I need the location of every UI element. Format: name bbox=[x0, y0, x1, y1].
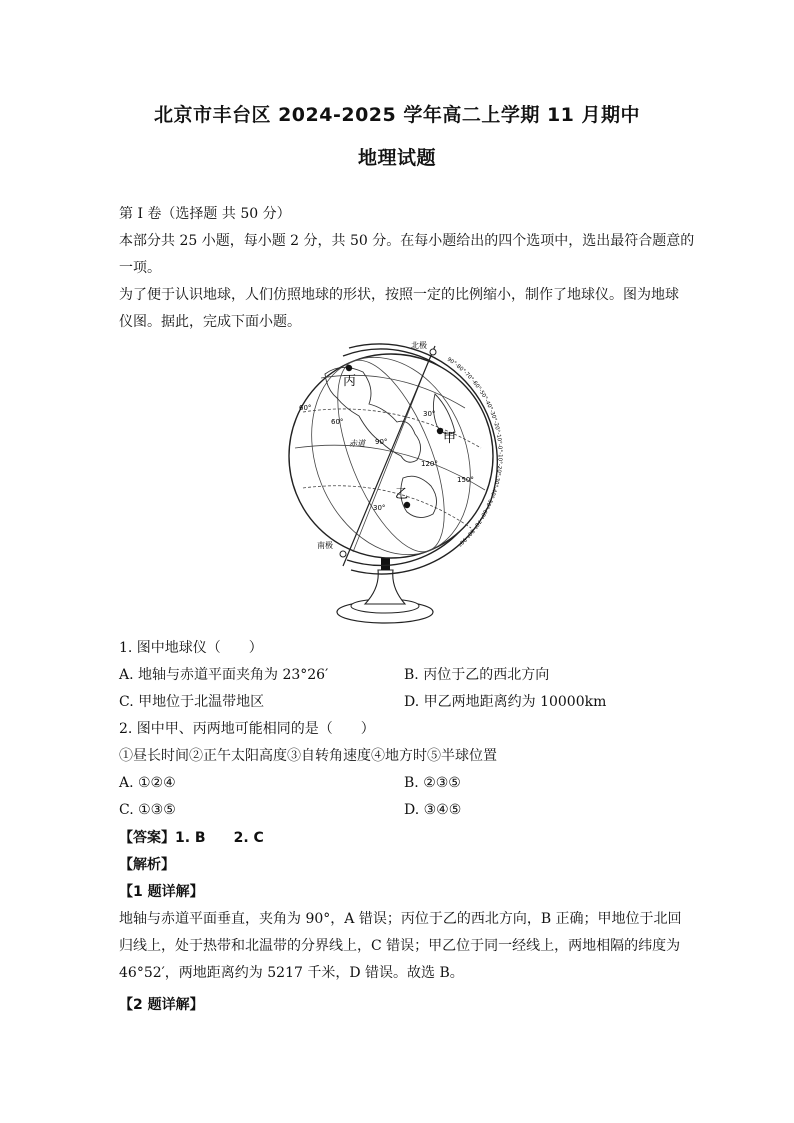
page-subtitle: 地理试题 bbox=[357, 147, 436, 169]
detail-1-line: 46°52′，两地距离约为 5217 千米，D 错误。故选 B。 bbox=[119, 965, 464, 981]
south-pole-label: 南极 bbox=[317, 541, 333, 550]
intro-line: 仪图。据此，完成下面小题。 bbox=[119, 314, 301, 330]
detail-1-heading: 【1 题详解】 bbox=[119, 884, 204, 900]
page-title: 北京市丰台区 2024-2025 学年高二上学期 11 月期中 bbox=[153, 104, 641, 126]
q1-option-c: C. 甲地位于北温带地区 bbox=[119, 694, 265, 710]
detail-1-line: 地轴与赤道平面垂直，夹角为 90°，A 错误；丙位于乙的西北方向，B 正确；甲地位于北回 bbox=[119, 911, 682, 927]
point-bing-marker bbox=[346, 365, 352, 371]
q1-option-a: A. 地轴与赤道平面夹角为 23°26′ bbox=[119, 667, 329, 683]
globe-figure bbox=[285, 338, 515, 628]
point-yi-label: 乙 bbox=[395, 487, 409, 502]
latitude-label: 60° bbox=[331, 418, 344, 426]
detail-2-heading: 【2 题详解】 bbox=[119, 997, 204, 1013]
latitude-label: 30° bbox=[373, 504, 386, 512]
q2-option-a: A. ①②④ bbox=[119, 775, 176, 791]
q1-option-d: D. 甲乙两地距离约为 10000km bbox=[404, 694, 607, 710]
question-1-stem: 1. 图中地球仪（ ） bbox=[119, 640, 263, 656]
latitude-label: 30° bbox=[423, 410, 436, 418]
intro-line: 为了便于认识地球，人们仿照地球的形状，按照一定的比例缩小，制作了地球仪。图为地球 bbox=[119, 287, 679, 303]
latitude-label: 60° bbox=[299, 404, 312, 412]
instructions-line: 本部分共 25 小题，每小题 2 分，共 50 分。在每小题给出的四个选项中，选出最符合题意的 bbox=[119, 233, 695, 249]
point-bing-label: 丙 bbox=[343, 374, 357, 389]
longitude-label: 120° bbox=[421, 460, 438, 468]
q2-items: ①昼长时间②正午太阳高度③自转角速度④地方时⑤半球位置 bbox=[119, 748, 497, 764]
q2-option-d: D. ③④⑤ bbox=[404, 802, 462, 818]
question-2-stem: 2. 图中甲、丙两地可能相同的是（ ） bbox=[119, 721, 375, 737]
detail-1-line: 归线上，处于热带和北温带的分界线上，C 错误；甲乙位于同一经线上，两地相隔的纬度为 bbox=[119, 938, 681, 954]
point-jia-label: 甲 bbox=[443, 431, 457, 446]
longitude-label: 150° bbox=[457, 476, 474, 484]
analysis-heading: 【解析】 bbox=[119, 857, 175, 873]
instructions-line: 一项。 bbox=[119, 260, 161, 276]
q1-option-b: B. 丙位于乙的西北方向 bbox=[404, 667, 550, 683]
north-pole-label: 北极 bbox=[411, 341, 427, 350]
equator-label: 赤道 bbox=[349, 439, 365, 448]
q2-option-b: B. ②③⑤ bbox=[404, 775, 461, 791]
q2-option-c: C. ①③⑤ bbox=[119, 802, 176, 818]
point-yi-marker bbox=[404, 502, 410, 508]
section-heading: 第 I 卷（选择题 共 50 分） bbox=[119, 206, 291, 222]
ring-scale-text: 90°-80°-70°-60°-50°-40°-30°-20°-10°-0°-10°-20°-30°-40°-50°-60°-70°-80°-90° bbox=[445, 356, 503, 548]
answer-line: 【答案】1. B 2. C bbox=[119, 830, 264, 846]
longitude-label: 90° bbox=[375, 438, 388, 446]
